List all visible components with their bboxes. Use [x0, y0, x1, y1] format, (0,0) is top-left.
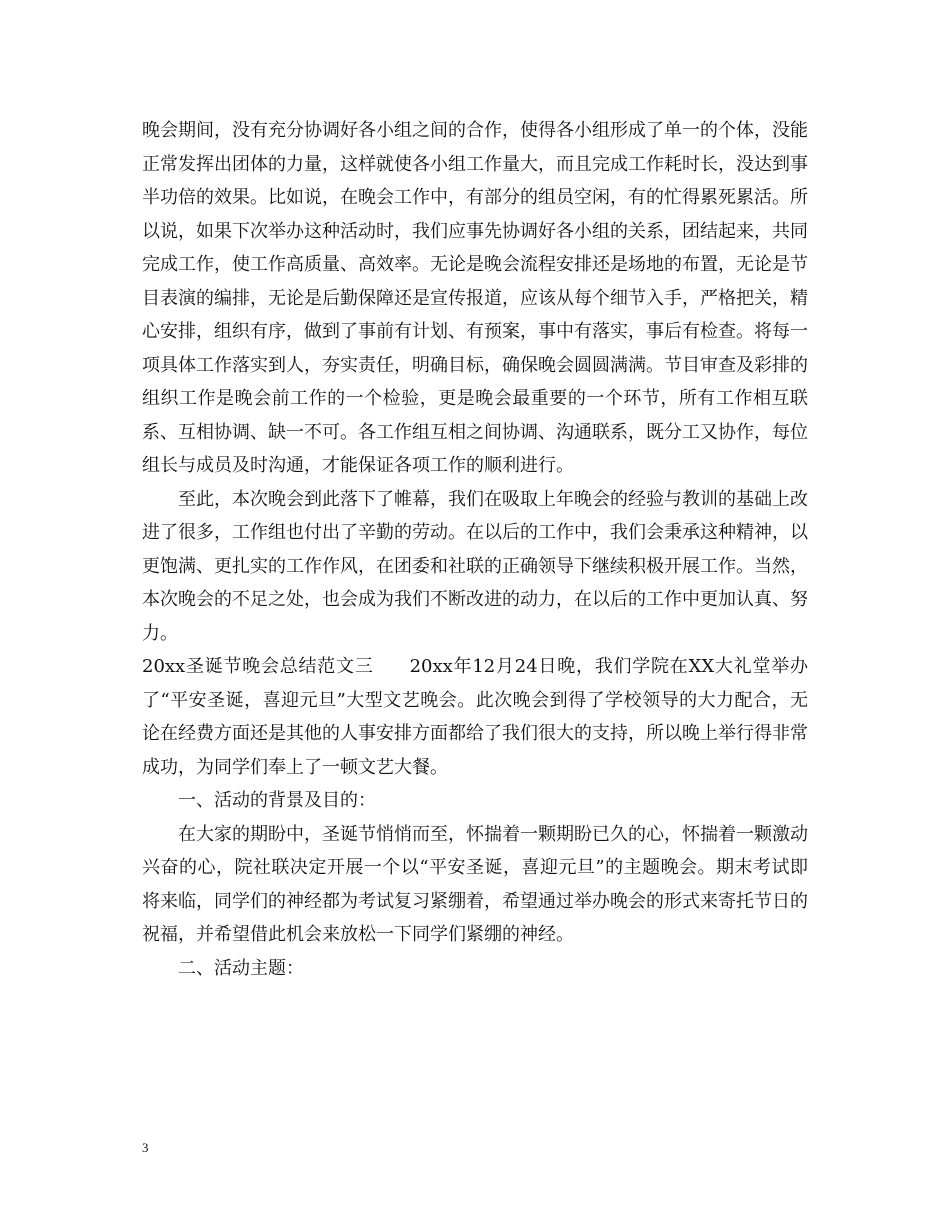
paragraph-teamwork-review: 晚会期间，没有充分协调好各小组之间的合作，使得各小组形成了单一的个体，没能正常发挥出团体的力量，这样就使各小组工作量大，而且完成工作耗时长，没达到事半功倍的效果。比如说，在晚会工作中，有部分的组员空闲，有的忙得累死累活。所以说，如果下次举办这种活动时，我们应事先协调好各小组的关系，团结起来，共同完成工作，使工作高质量、高效率。无论是晚会流程安排还是场地的布置，无论是节目表演的编排，无论是后勤保障还是宣传报道，应该从每个细节入手，严格把关，精心安排，组织有序，做到了事前有计划、有预案，事中有落实，事后有检查。将每一项具体工作落实到人，夯实责任，明确目标，确保晚会圆圆满满。节目审查及彩排的组织工作是晚会前工作的一个检验，更是晚会最重要的一个环节，所有工作相互联系、互相协调、缺一不可。各工作组互相之间协调、沟通联系，既分工又协作，每位组长与成员及时沟通，才能保证各项工作的顺利进行。	[142, 120, 808, 476]
section-title: 20xx圣诞节晚会总结范文三	[142, 656, 374, 677]
heading-theme: 二、活动主题：	[178, 957, 304, 979]
paragraph-background: 在大家的期盼中，圣诞节悄悄而至，怀揣着一颗期盼已久的心，怀揣着一颗激动兴奋的心，院社联决定开展一个以“平安圣诞，喜迎元旦”的主题晚会。期末考试即将来临，同学们的神经都为考试复习紧绷着，希望通过举办晚会的形式来寄托节日的祝福，并希望借此机会来放松一下同学们紧绷的神经。	[142, 823, 808, 945]
section-intro: 20xx年12月24日晚，我们学院在XX大礼堂举办了“平安圣诞，喜迎元旦”大型文艺晚会。此次晚会到得了学校领导的大力配合，无论在经费方面还是其他的人事安排方面都给了我们很大的支持，所以晚上举行得非常成功，为同学们奉上了一顿文艺大餐。	[142, 656, 808, 778]
document-body	[142, 114, 808, 985]
paragraph-conclusion: 至此，本次晚会到此落下了帷幕，我们在吸取上年晚会的经验与教训的基础上改进了很多，工作组也付出了辛勤的劳动。在以后的工作中，我们会秉承这种精神，以更饱满、更扎实的工作作风，在团委和社联的正确领导下继续积极开展工作。当然，本次晚会的不足之处，也会成为我们不断改进的动力，在以后的工作中更加认真、努力。	[142, 488, 808, 644]
heading-background: 一、活动的背景及目的：	[178, 790, 376, 811]
section-intro-line	[142, 650, 808, 784]
page-number: 3	[142, 1140, 149, 1155]
